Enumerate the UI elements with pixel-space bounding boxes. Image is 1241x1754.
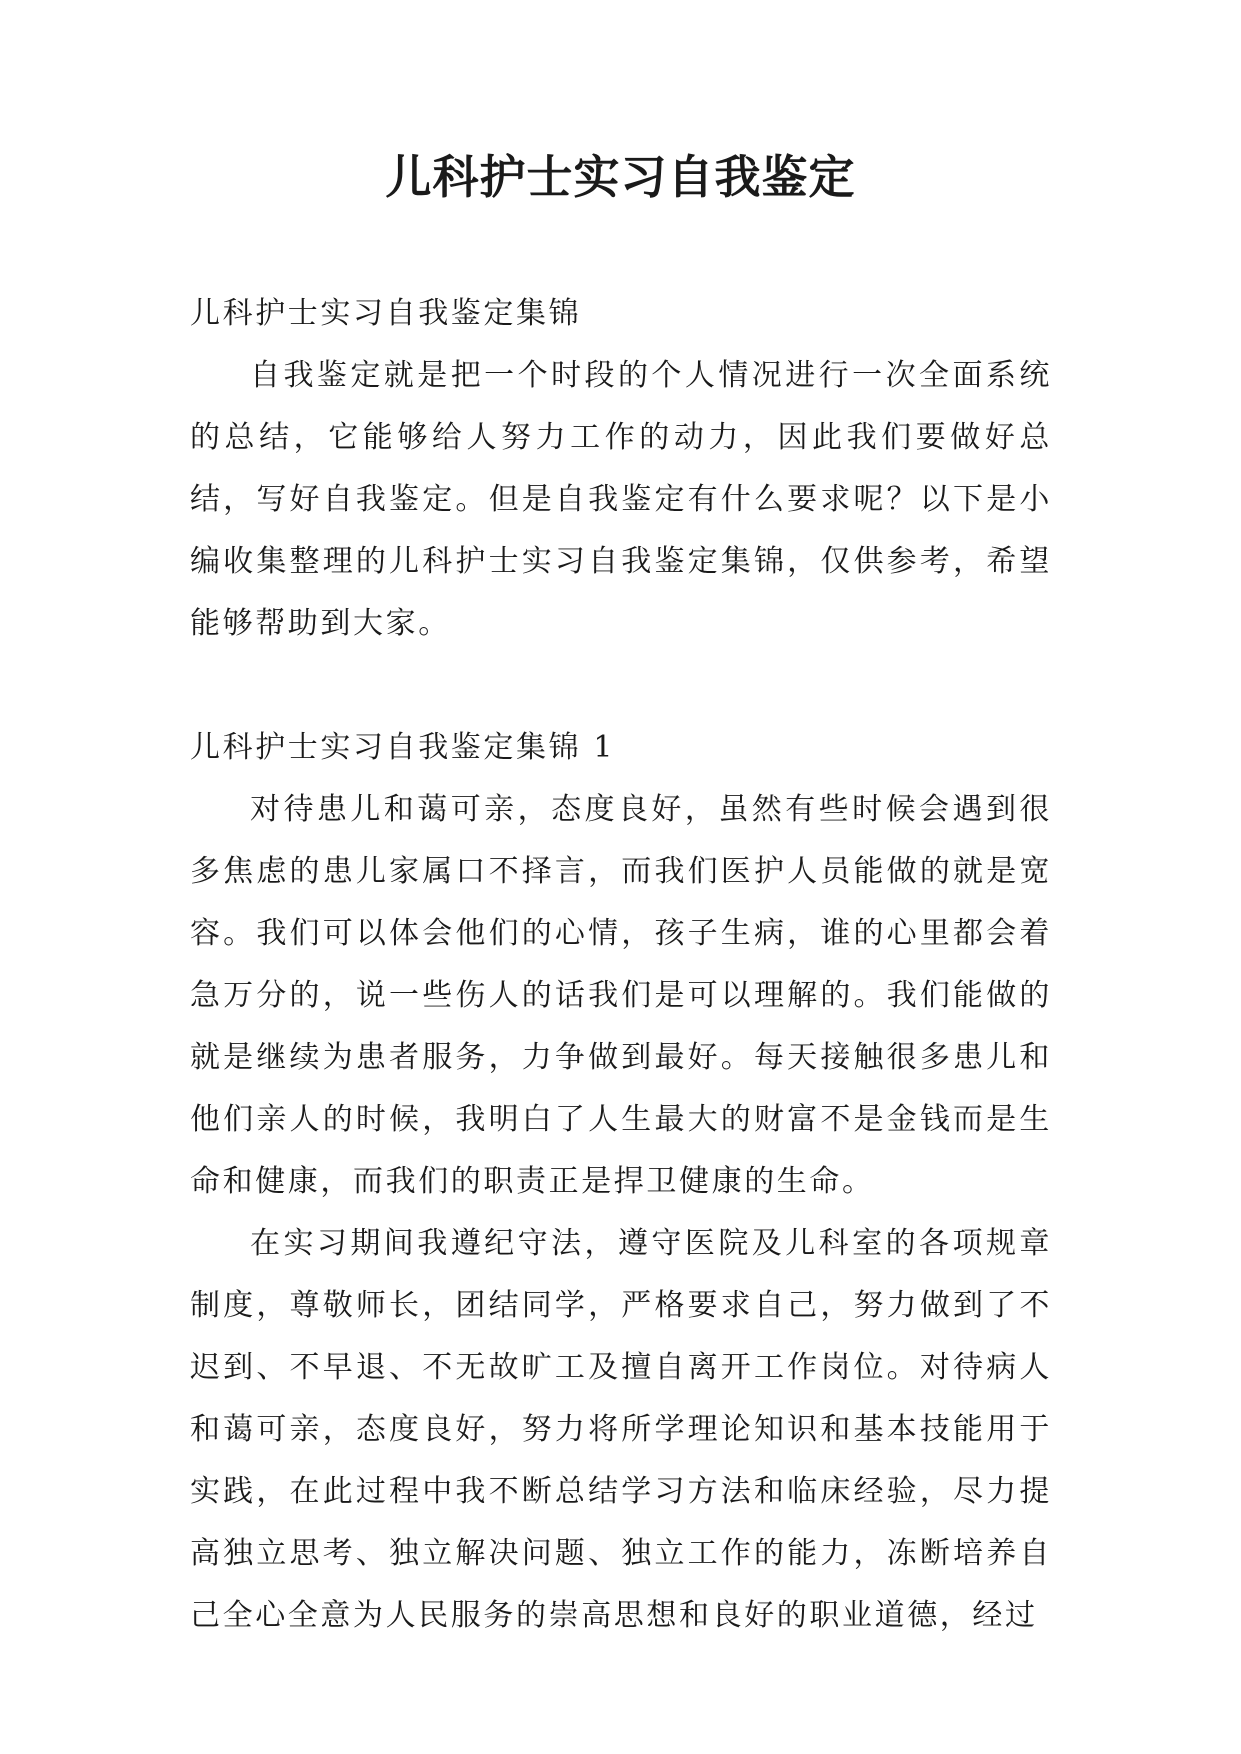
intro-heading: 儿科护士实习自我鉴定集锦 — [190, 296, 582, 331]
intro-paragraph: 自我鉴定就是把一个时段的个人情况进行一次全面系统的总结，它能够给人努力工作的动力，因此我们要做好总结，写好自我鉴定。但是自我鉴定有什么要求呢？以下是小编收集整理的儿科护士实习自我鉴定集锦，仅供参考，希望能够帮助到大家。 — [190, 358, 1052, 641]
body-paragraph: 在实习期间我遵纪守法，遵守医院及儿科室的各项规章制度，尊敬师长，团结同学，严格要求自己，努力做到了不迟到、不早退、不无故旷工及擅自离开工作岗位。对待病人和蔼可亲，态度良好，努力将所学理论知识和基本技能用于实践，在此过程中我不断总结学习方法和临床经验，尽力提高独立思考、独立解决问题、独立工作的能力，冻断培养自己全心全意为人民服务的崇高思想和良好的职业道德，经过 — [190, 1226, 1052, 1633]
document-title: 儿科护士实习自我鉴定 — [385, 150, 856, 204]
section-spacer — [190, 655, 1052, 717]
body-paragraph: 对待患儿和蔼可亲，态度良好，虽然有些时候会遇到很多焦虑的患儿家属口不择言，而我们医护人员能做的就是宽容。我们可以体会他们的心情，孩子生病，谁的心里都会着急万分的，说一些伤人的话我们是可以理解的。我们能做的就是继续为患者服务，力争做到最好。每天接触很多患儿和他们亲人的时候，我明白了人生最大的财富不是金钱而是生命和健康，而我们的职责正是捍卫健康的生命。 — [190, 792, 1052, 1199]
section-heading: 儿科护士实习自我鉴定集锦 1 — [190, 730, 616, 765]
document-body — [190, 283, 1052, 1647]
